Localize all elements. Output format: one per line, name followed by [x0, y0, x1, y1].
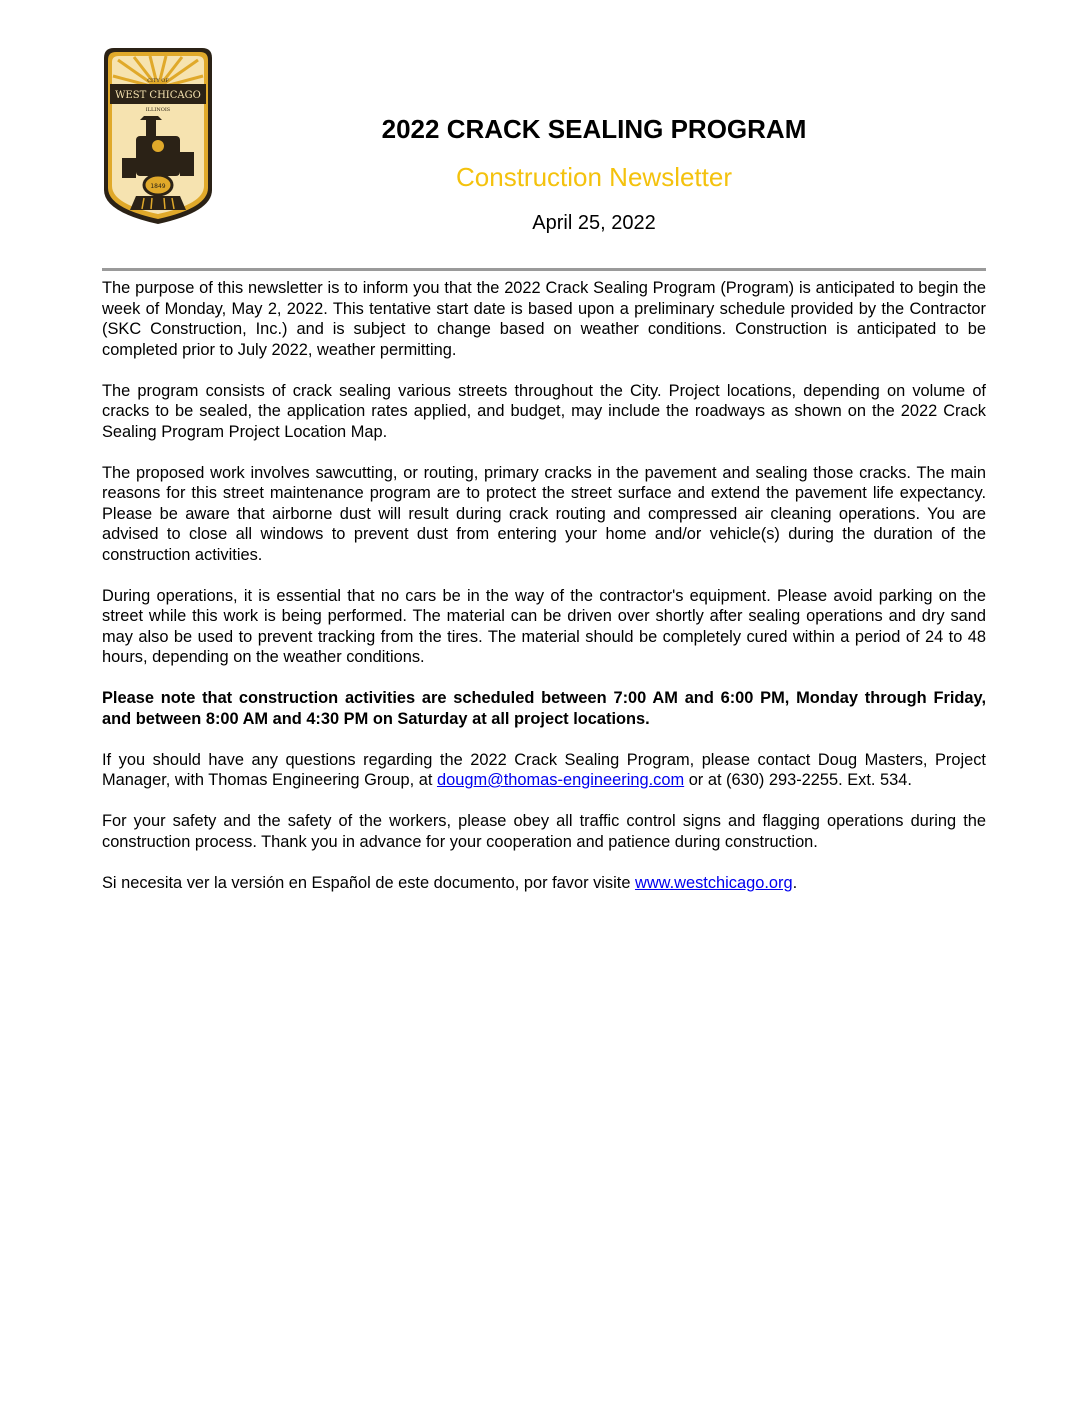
- paragraph-proposed-work: The proposed work involves sawcutting, or routing, primary cracks in the pavement and sealing those cracks. The main reasons for this street maintenance program are to protect the street surface and extend the pavement life expectancy. Please be aware that airborne dust will result during crack routing and compressed air cleaning operations. You are advised to close all windows to prevent dust from entering your home and/or vehicle(s) during the duration of the construction activities.: [102, 463, 986, 564]
- page-title: 2022 CRACK SEALING PROGRAM: [381, 114, 807, 144]
- paragraph-parking-notice: During operations, it is essential that no cars be in the way of the contractor's equipment. Please avoid parking on the street while this work is being performed. The material can be driven over shortly after sealing operations and dry sand may also be used to prevent tracking from the tires. The material should be completely cured within a period of 24 to 48 hours, depending on the weather conditions.: [102, 586, 986, 666]
- logo-text-bottom: ILLINOIS: [145, 107, 171, 113]
- spanish-text: Si necesita ver la versión en Español de este documento, por favor visite: [102, 873, 635, 892]
- logo-text-main: WEST CHICAGO: [115, 90, 201, 101]
- spanish-text-end: .: [792, 873, 798, 892]
- logo-year: 1849: [150, 183, 166, 190]
- page-subtitle: Construction Newsletter: [456, 162, 732, 192]
- logo-text-top: CITY OF: [147, 78, 169, 84]
- city-seal-logo: [100, 40, 216, 226]
- paragraph-purpose: The purpose of this newsletter is to inform you that the 2022 Crack Sealing Program (Program) is anticipated to begin the week of Monday, May 2, 2022. This tentative start date is based upon a preliminary schedule provided by the Contractor (SKC Construction, Inc.) and is subject to change based on weather conditions. Construction is anticipated to be completed prior to July 2022, weather permitting.: [102, 279, 986, 359]
- header-divider: [102, 268, 986, 271]
- paragraph-program-scope: The program consists of crack sealing various streets throughout the City. Project locations, depending on volume of cracks to be sealed, the application rates applied, and budget, may include the roadways as shown on the 2022 Crack Sealing Program Project Location Map.: [102, 381, 986, 441]
- newsletter-body: [102, 278, 986, 914]
- contact-text: If you should have any questions regarding the 2022 Crack Sealing Program, please contact Doug Masters, Project Manager, with Thomas Engineering Group, at: [102, 750, 986, 789]
- paragraph-spanish: [102, 873, 986, 894]
- paragraph-contact: [102, 750, 986, 791]
- website-link[interactable]: www.westchicago.org: [634, 873, 793, 892]
- newsletter-date: April 25, 2022: [532, 212, 656, 234]
- paragraph-safety: For your safety and the safety of the workers, please obey all traffic control signs and flagging operations during the construction process. Thank you in advance for your cooperation and patience during construction.: [102, 812, 986, 851]
- contact-phone-text: or at (630) 293-2255. Ext. 534.: [684, 771, 912, 789]
- contact-email-link[interactable]: dougm@thomas-engineering.com: [436, 771, 685, 789]
- paragraph-work-hours: Please note that construction activities are scheduled between 7:00 AM and 6:00 PM, Monday through Friday, and between 8:00 AM and 4:30 PM on Saturday at all project locations.: [102, 689, 986, 728]
